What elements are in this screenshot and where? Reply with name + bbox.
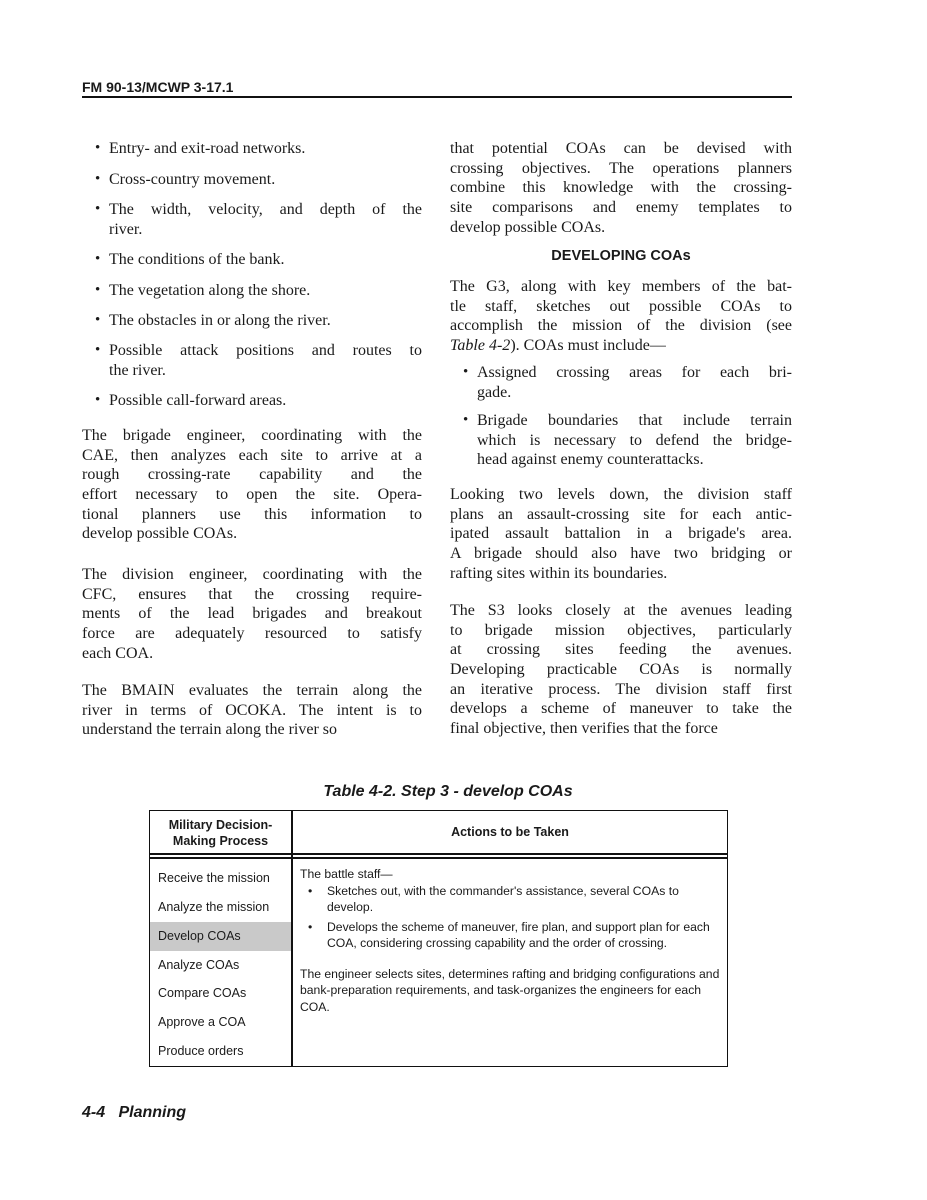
text-line: ipated assault battalion in a brigade's area.: [450, 525, 792, 543]
page-footer: [82, 1104, 186, 1122]
text-line: that potential COAs can be devised with: [450, 140, 792, 157]
text-line: head against enemy counterattacks.: [477, 451, 704, 469]
text-line: an iterative process. The division staff first: [450, 680, 792, 698]
text-line: to brigade mission objectives, particularly: [450, 621, 792, 639]
text-line: A brigade should also have two bridging or: [450, 545, 792, 563]
column-header-process: Military Decision-Making Process: [168, 818, 273, 848]
paragraph: [82, 565, 422, 663]
step-approve-coa: Approve a COA: [158, 1015, 246, 1029]
step-develop-coas: Develop COAs: [158, 929, 241, 943]
text-line: The vegetation along the shore.: [109, 282, 311, 299]
actions-bullet: [300, 919, 720, 952]
text-line: develop possible COAs.: [82, 525, 238, 543]
actions-bullet: [300, 883, 720, 916]
text-line: Assigned crossing areas for each bri-: [477, 364, 792, 381]
bullet-icon: •: [463, 412, 469, 428]
text-line: develops a scheme of maneuver to take the: [450, 700, 792, 718]
text-line: The BMAIN evaluates the terrain along the: [82, 682, 422, 699]
bullet-text: Sketches out, with the commander's assistance, several COAs to develop.: [327, 883, 679, 914]
text-line: Entry- and exit-road networks.: [109, 140, 306, 157]
running-head: FM 90-13/MCWP 3-17.1: [82, 79, 234, 95]
bullet-icon: •: [95, 251, 101, 267]
bullet-item: [463, 411, 792, 470]
bullet-icon: •: [308, 919, 313, 934]
footer-section: Planning: [118, 1104, 187, 1121]
text-line: The conditions of the bank.: [109, 251, 285, 268]
text-line: The division engineer, coordinating with the: [82, 566, 422, 583]
bullet-text: Develops the scheme of maneuver, fire plan, and support plan for each COA, considering crossing capability and the order of crossing.: [327, 919, 710, 950]
text-line: develop possible COAs.: [450, 218, 606, 236]
bullet-item: [95, 250, 422, 270]
table-caption: Table 4-2. Step 3 - develop COAs: [323, 783, 573, 800]
bullet-icon: •: [463, 364, 469, 380]
text-line: final objective, then verifies that the force: [450, 720, 718, 738]
text-line: ments of the lead brigades and breakout: [82, 605, 422, 623]
text-line: at crossing sites feeding the avenues.: [450, 641, 792, 659]
bullet-item: [95, 139, 422, 159]
paragraph: [450, 139, 792, 237]
bullet-item: [463, 363, 792, 402]
text-line: Developing practicable COAs is normally: [450, 661, 792, 679]
text-line: rough crossing-rate capability and the: [82, 466, 422, 484]
bullet-item: [95, 341, 422, 380]
bullet-item: [95, 281, 422, 301]
step-analyze-mission: Analyze the mission: [158, 900, 270, 914]
bullet-item: [95, 200, 422, 239]
header-divider: [150, 853, 727, 855]
text-line: The obstacles in or along the river.: [109, 312, 331, 329]
actions-intro: The battle staff—: [300, 867, 393, 881]
text-line: rafting sites within its boundaries.: [450, 564, 668, 582]
text-line: which is necessary to defend the bridge-: [477, 431, 792, 449]
text-line: Looking two levels down, the division staff: [450, 486, 792, 503]
text-line: effort necessary to open the site. Opera-: [82, 486, 422, 504]
text-line: force are adequately resourced to satisfy: [82, 625, 422, 643]
table-reference: Table 4-2: [450, 337, 511, 355]
page-number: 4-4: [82, 1104, 106, 1121]
text-line: the river.: [109, 361, 166, 379]
bullet-icon: •: [95, 171, 101, 187]
text-line: tional planners use this information to: [82, 505, 422, 523]
bullet-icon: •: [95, 201, 101, 217]
text-line: river in terms of OCOKA. The intent is to: [82, 701, 422, 719]
text-line: understand the terrain along the river so: [82, 721, 338, 739]
bullet-icon: •: [95, 312, 101, 328]
coa-table: [149, 810, 728, 1067]
step-produce-orders: Produce orders: [158, 1044, 244, 1058]
text-line: Cross-country movement.: [109, 171, 276, 188]
text-line: Possible call-forward areas.: [109, 392, 287, 409]
text-line: site comparisons and enemy templates to: [450, 199, 792, 217]
paragraph: [82, 426, 422, 544]
column-divider: [291, 811, 293, 1066]
step-analyze-coas: Analyze COAs: [158, 958, 240, 972]
text-line: gade.: [477, 383, 512, 401]
text-line: combine this knowledge with the crossing-: [450, 179, 792, 197]
bullet-icon: •: [95, 392, 101, 408]
text-line: CFC, ensures that the crossing require-: [82, 585, 422, 603]
text-line: plans an assault-crossing site for each antic-: [450, 505, 792, 523]
text-line: CAE, then analyzes each site to arrive at a: [82, 446, 422, 464]
actions-cell: [300, 866, 720, 1015]
bullet-item: [95, 391, 422, 411]
paragraph: [450, 485, 792, 583]
section-heading: DEVELOPING COAs: [551, 248, 691, 264]
text-line: crossing objectives. The operations planners: [450, 159, 792, 177]
text-line: accomplish the mission of the division (see: [450, 317, 792, 335]
text-fragment: ). COAs must include—: [510, 337, 666, 355]
step-receive-mission: Receive the mission: [158, 871, 270, 885]
text-line: The S3 looks closely at the avenues leading: [450, 602, 792, 619]
text-line: each COA.: [82, 644, 154, 662]
bullet-icon: •: [95, 282, 101, 298]
bullet-icon: •: [95, 140, 101, 156]
header-rule: [82, 96, 792, 98]
bullet-icon: •: [308, 883, 313, 898]
column-header-actions: Actions to be Taken: [451, 825, 569, 839]
bullet-icon: •: [95, 342, 101, 358]
text-line: Brigade boundaries that include terrain: [477, 412, 792, 429]
paragraph: [450, 277, 792, 356]
paragraph: [82, 681, 422, 740]
bullet-item: [95, 170, 422, 190]
text-line: [450, 336, 792, 356]
actions-engineer: The engineer selects sites, determines rafting and bridging configurations and bank-preparation requirements, and task-organizes the engineers for each COA.: [300, 966, 720, 1014]
bullet-item: [95, 311, 422, 331]
text-line: The width, velocity, and depth of the: [109, 201, 422, 218]
header-divider: [150, 857, 727, 859]
text-line: river.: [109, 220, 143, 238]
text-line: tle staff, sketches out possible COAs to: [450, 297, 792, 315]
paragraph: [450, 601, 792, 739]
text-line: The G3, along with key members of the bat-: [450, 278, 792, 295]
text-line: The brigade engineer, coordinating with the: [82, 427, 422, 444]
step-compare-coas: Compare COAs: [158, 986, 247, 1000]
text-line: Possible attack positions and routes to: [109, 342, 422, 359]
